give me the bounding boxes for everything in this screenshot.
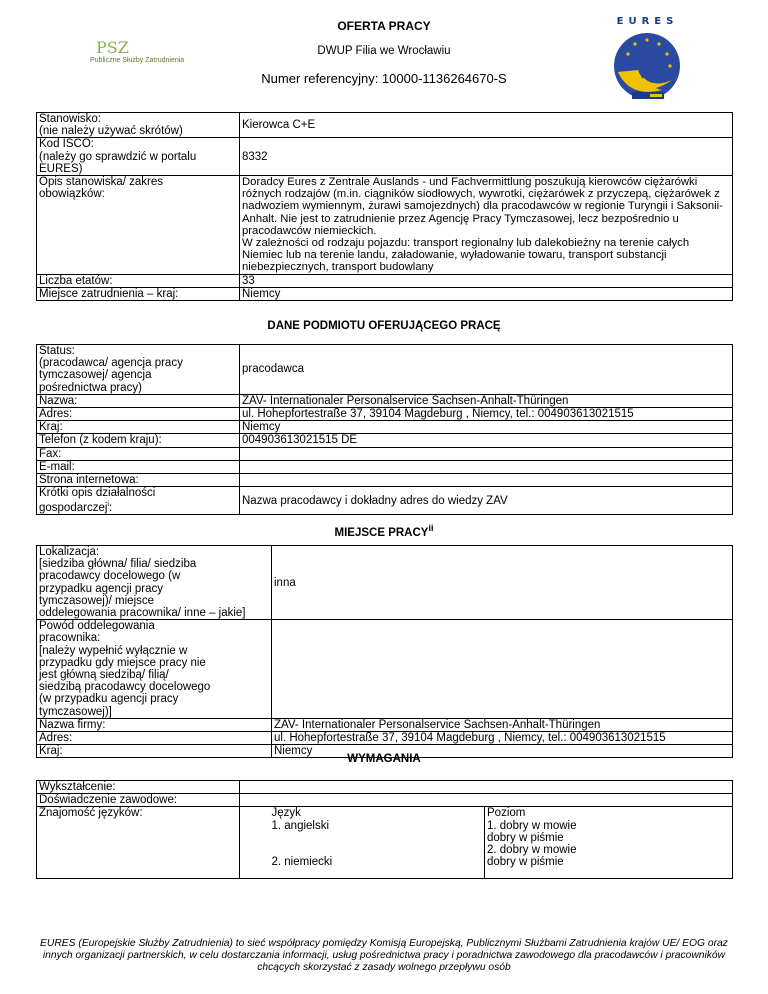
employer-fax-label: Fax:	[37, 447, 240, 460]
psz-logo-subtitle: Publiczne Służby Zatrudnienia	[90, 57, 185, 64]
employer-email-value	[240, 460, 733, 473]
table-row	[37, 732, 733, 745]
table-row	[37, 345, 733, 395]
employer-name-label: Nazwa:	[37, 394, 240, 407]
table-row	[37, 434, 733, 447]
table-row	[37, 113, 733, 138]
table-row	[37, 620, 733, 719]
languages-label: Znajomość języków:	[37, 807, 240, 879]
employer-website-label: Strona internetowa:	[37, 474, 240, 487]
eures-emblem-icon	[610, 28, 685, 102]
isco-label: Kod ISCO: (należy go sprawdzić w portalu EURES)	[37, 138, 240, 176]
experience-label: Doświadczenie zawodowe:	[37, 794, 240, 807]
language-item: 1. angielski	[271, 819, 330, 832]
company-country-value: Niemcy	[272, 745, 733, 758]
employer-address-label: Adres:	[37, 408, 240, 421]
table-row	[37, 138, 733, 176]
positions-count-label: Liczba etatów:	[37, 274, 240, 287]
level-column	[485, 807, 733, 879]
position-table	[36, 112, 733, 301]
employer-name-value: ZAV- Internationaler Personalservice Sachsen-Anhalt-Thüringen	[240, 394, 733, 407]
business-description-value: Nazwa pracodawcy i dokładny adres do wiedzy ZAV	[240, 487, 733, 515]
country-label: Miejsce zatrudnienia – kraj:	[37, 287, 240, 300]
description-label: Opis stanowiska/ zakres obowiązków:	[37, 176, 240, 275]
company-name-label: Nazwa firmy:	[37, 718, 272, 731]
delegation-reason-value	[272, 620, 733, 719]
language-level: 1. dobry w mowie dobry w piśmie	[487, 819, 577, 844]
education-label: Wykształcenie:	[37, 781, 240, 794]
eures-logo	[610, 16, 685, 104]
table-row	[37, 408, 733, 421]
delegation-reason-label: Powód oddelegowania pracownika: [należy wypełnić wyłącznie w przypadku gdy miejsce pracy nie jest główną siedzibą/ filią/ siedzibą pracodawcy docelowego (w przypadku agencji pracy tymczasowej)]	[37, 620, 272, 719]
experience-value	[240, 794, 733, 807]
location-value: inna	[272, 546, 733, 620]
description-value: Doradcy Eures z Zentrale Auslands - und Fachvermittlung poszukują kierowców ciężarówki różnych rodzajów (m.in. ciągników siodłowych, wywrotki, ciężarówek z przyczepą, ciężarówek z nadwoziem wymiennym, żurawi samojezdnych) dla pracodawców w regionie Turyngii i Saksonii-Anhalt. Nie jest to zatrudnienie przez Agencję Pracy Tymczasowej, lecz bezpośrednio u pracodawców niemieckich. W zależności od rodzaju pojazdu: transport regionalny lub dalekobieżny na terenie całych Niemiec lub na terenie landu, załadowanie, wyładowanie towaru, transport substancji niebezpiecznych, transport budowlany	[240, 176, 733, 275]
language-column-header: Język	[271, 807, 301, 820]
employer-table	[36, 344, 733, 515]
table-row	[37, 394, 733, 407]
business-description-label	[37, 487, 240, 515]
location-label: Lokalizacja: [siedziba główna/ filia/ siedziba pracodawcy docelowego (w przypadku agencji pracy tymczasowej)/ miejsce oddelegowania pracownika/ inne – jakie]	[37, 546, 272, 620]
table-row	[37, 807, 733, 879]
employer-phone-value: 004903613021515 DE	[240, 434, 733, 447]
workplace-table	[36, 545, 733, 758]
footnote-marker: i	[107, 501, 109, 509]
table-row	[37, 274, 733, 287]
education-value	[240, 781, 733, 794]
language-item: 2. niemiecki	[271, 855, 333, 868]
language-column	[270, 807, 485, 879]
status-label: Status: (pracodawca/ agencja pracy tymczasowej/ agencja pośrednictwa pracy)	[37, 345, 240, 395]
table-row	[37, 781, 733, 794]
languages-spacer	[240, 807, 270, 879]
employer-country-label: Kraj:	[37, 421, 240, 434]
company-country-label: Kraj:	[37, 745, 272, 758]
position-value: Kierowca C+E	[240, 113, 733, 138]
table-row	[37, 794, 733, 807]
requirements-heading: WYMAGANIA	[347, 753, 421, 765]
company-address-value: ul. Hohepfortestraße 37, 39104 Magdeburg , Niemcy, tel.: 004903613021515	[272, 732, 733, 745]
table-row	[37, 487, 733, 515]
reference-number: Numer referencyjny: 10000-1136264670-S	[261, 71, 507, 86]
psz-logo	[86, 40, 196, 72]
table-row	[37, 460, 733, 473]
table-row	[37, 447, 733, 460]
table-row	[37, 718, 733, 731]
employer-address-value: ul. Hohepfortestraße 37, 39104 Magdeburg , Niemcy, tel.: 004903613021515	[240, 408, 733, 421]
isco-value: 8332	[240, 138, 733, 176]
position-label: Stanowisko: (nie należy używać skrótów)	[37, 113, 240, 138]
level-column-header: Poziom	[487, 807, 526, 820]
table-row	[37, 546, 733, 620]
table-row	[37, 421, 733, 434]
status-value: pracodawca	[240, 345, 733, 395]
language-level: 2. dobry w mowie dobry w piśmie	[487, 844, 577, 869]
page-title: OFERTA PRACY	[337, 19, 431, 33]
footer-note: EURES (Europejskie Służby Zatrudnienia) to sieć współpracy pomiędzy Komisją Europejską, Publicznymi Służbami Zatrudnienia krajów UE/ EOG oraz innych organizacji partnerskich, w celu dostarczania informacji, usług pośrednictwa pracy i poradnictwa zawodowego dla pracodawców i pracowników chcących skorzystać z zasady wolnego przepływu osób	[40, 938, 728, 973]
table-row	[37, 176, 733, 275]
employer-heading: DANE PODMIOTU OFERUJĄCEGO PRACĘ	[267, 320, 501, 332]
table-row	[37, 474, 733, 487]
employer-email-label: E-mail:	[37, 460, 240, 473]
employer-country-value: Niemcy	[240, 421, 733, 434]
psz-logo-text: PSZ	[96, 38, 129, 57]
requirements-table	[36, 780, 733, 879]
business-description-label-text: Krótki opis działalności gospodarczej	[39, 487, 156, 515]
business-description-label-tail: :	[108, 502, 113, 515]
company-address-label: Adres:	[37, 732, 272, 745]
positions-count-value: 33	[240, 274, 733, 287]
workplace-heading-text: MIEJSCE PRACY	[334, 526, 429, 539]
table-row	[37, 287, 733, 300]
country-value: Niemcy	[240, 287, 733, 300]
employer-website-value	[240, 474, 733, 487]
employer-fax-value	[240, 447, 733, 460]
employer-phone-label: Telefon (z kodem kraju):	[37, 434, 240, 447]
workplace-footnote-marker: ii	[428, 523, 434, 533]
office-name: DWUP Filia we Wrocławiu	[317, 45, 451, 57]
company-name-value: ZAV- Internationaler Personalservice Sachsen-Anhalt-Thüringen	[272, 718, 733, 731]
eures-logo-text: EURES	[616, 16, 679, 27]
workplace-heading	[0, 522, 768, 539]
